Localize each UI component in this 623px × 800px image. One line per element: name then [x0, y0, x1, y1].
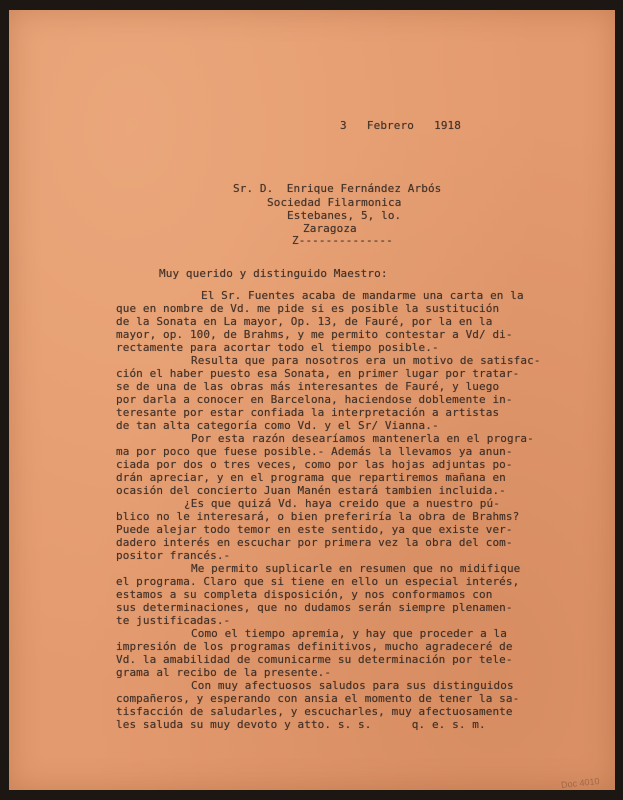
- recipient-city: Zaragoza: [303, 222, 357, 235]
- body-line: Resulta que para nosotros era un motivo de satisfac-: [191, 354, 541, 367]
- body-line: de tan alta categoría como Vd. y el Sr/ Vianna.-: [116, 419, 439, 432]
- body-line: ciada por dos o tres veces, como por las hojas adjuntas po-: [116, 458, 513, 471]
- body-line: Por esta razón desearíamos mantenerla en el progra-: [191, 432, 534, 445]
- body-line: ma por poco que fuese posible.- Además la llevamos ya anun-: [116, 445, 513, 458]
- body-line: ¿Es que quizá Vd. haya creido que a nuestro pú-: [184, 497, 500, 510]
- body-line: de la Sonata en La mayor, Op. 13, de Fauré, por la en la: [116, 315, 493, 328]
- body-line: que en nombre de Vd. me pide si es posible la sustitución: [116, 302, 500, 315]
- body-line: por darla a conocer en Barcelona, haciendose doblemente in-: [116, 393, 513, 406]
- closing-line: les saluda su muy devoto y atto. s. s. q. e. s. m.: [116, 718, 486, 731]
- letter-date: 3 Febrero 1918: [340, 119, 462, 132]
- body-line: teresante por estar confiada la interpretación a artistas: [116, 406, 500, 419]
- recipient-street: Estebanes, 5, lo.: [287, 209, 402, 222]
- letter-page: [9, 10, 615, 790]
- body-line: rectamente para acortar todo el tiempo posible.-: [116, 341, 439, 354]
- body-line: mayor, op. 100, de Brahms, y me permito contestar a Vd/ di-: [116, 328, 513, 341]
- body-line: el programa. Claro que si tiene en ello un especial interés,: [116, 575, 520, 588]
- body-line: tisfacción de saludarles, y escucharles, muy afectuosamente: [116, 705, 513, 718]
- body-line: El Sr. Fuentes acaba de mandarme una carta en la: [201, 289, 524, 302]
- body-line: ción el haber puesto esa Sonata, en primer lugar por tratar-: [116, 367, 520, 380]
- body-line: impresión de los programas definitivos, mucho agradeceré de: [116, 640, 513, 653]
- body-line: se de una de las obras más interesantes de Fauré, y luego: [116, 380, 500, 393]
- body-line: ocasión del concierto Juan Manén estará tambien incluida.-: [116, 484, 506, 497]
- salutation: Muy querido y distinguido Maestro:: [159, 267, 388, 280]
- recipient-name: Sr. D. Enrique Fernández Arbós: [233, 182, 442, 195]
- body-line: Como el tiempo apremia, y hay que proceder a la: [191, 627, 507, 640]
- body-line: compañeros, y esperando con ansia el momento de tener la sa-: [116, 692, 520, 705]
- body-line: blico no le interesará, o bien preferiría la obra de Brahms?: [116, 510, 520, 523]
- body-line: positor francés.-: [116, 549, 231, 562]
- body-line: Con muy afectuosos saludos para sus distinguidos: [191, 679, 514, 692]
- body-line: estamos a su completa disposición, y nos conformamos con: [116, 588, 493, 601]
- archive-mark: Doc 4010: [560, 776, 600, 790]
- address-underline: Z--------------: [292, 234, 393, 247]
- body-line: drán apreciar, y en el programa que repartiremos mañana en: [116, 471, 506, 484]
- body-line: Me permito suplicarle en resumen que no midifique: [191, 562, 521, 575]
- body-line: grama al recibo de la presente.-: [116, 666, 332, 679]
- body-line: te justificadas.-: [116, 614, 231, 627]
- body-line: Vd. la amabilidad de comunicarme su determinación por tele-: [116, 653, 513, 666]
- body-line: Puede alejar todo temor en este sentido, ya que existe ver-: [116, 523, 513, 536]
- body-line: dadero interés en escuchar por primera vez la obra del com-: [116, 536, 513, 549]
- recipient-organization: Sociedad Filarmonica: [267, 196, 402, 209]
- body-line: sus determinaciones, que no dudamos serán siempre plenamen-: [116, 601, 513, 614]
